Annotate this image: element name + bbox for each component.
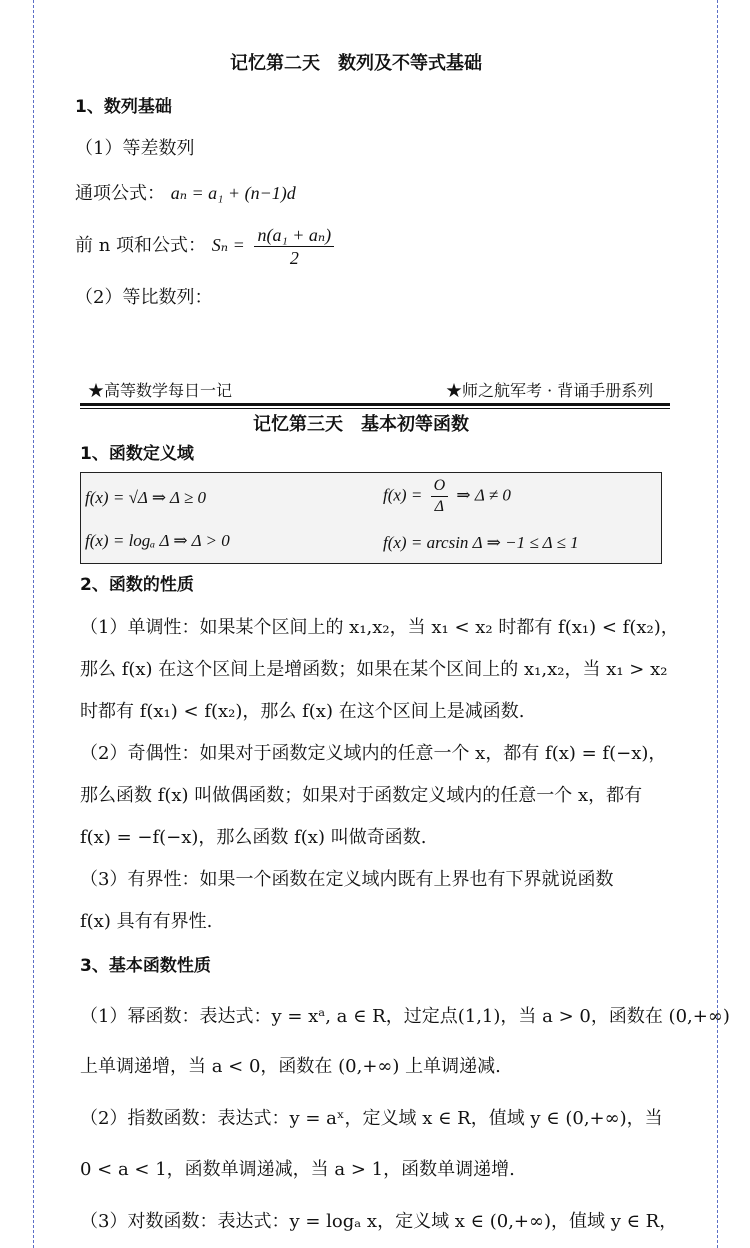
paragraph-monotonicity-line2: 那么 f(x) 在这个区间上是增函数；如果在某个区间上的 x₁,x₂，当 x₁ > x₂ <box>80 659 668 680</box>
sum-formula-denominator: 2 <box>289 247 299 268</box>
page-border-right <box>717 0 718 1248</box>
domain-fraction <box>431 476 449 517</box>
footer-left-text: ★高等数学每日一记 <box>88 381 233 400</box>
paragraph-boundedness-line1: （3）有界性：如果一个函数在定义域内既有上界也有下界就说函数 <box>80 869 614 890</box>
page-border-left <box>33 0 34 1248</box>
domain-formula-arcsin: f(x) = arcsin Δ ⇒ −1 ≤ Δ ≤ 1 <box>383 533 579 552</box>
section-heading-basic-function-properties: 3、基本函数性质 <box>80 956 211 976</box>
domain-fraction-denominator: Δ <box>434 498 445 515</box>
subheading-geometric-sequence: （2）等比数列： <box>75 287 213 308</box>
paragraph-parity-line1: （2）奇偶性：如果对于函数定义域内的任意一个 x，都有 f(x) = f(−x)， <box>80 743 667 764</box>
domain-formula-log: f(x) = logₐ Δ ⇒ Δ > 0 <box>85 531 230 550</box>
general-term-label: 通项公式： <box>75 183 165 204</box>
paragraph-power-function-line1: （1）幂函数：表达式：y = xᵃ, a ∈ R，过定点(1,1)，当 a > 0，函数在 (0,+∞) <box>80 1006 730 1027</box>
section-heading-sequence-basics: 1、数列基础 <box>75 97 172 117</box>
sum-formula <box>75 222 338 269</box>
domain-formula-fraction <box>383 476 511 517</box>
domain-formula-sqrt: f(x) = √Δ ⇒ Δ ≥ 0 <box>85 488 207 507</box>
paragraph-parity-line2: 那么函数 f(x) 叫做偶函数；如果对于函数定义域内的任意一个 x，都有 <box>80 785 643 806</box>
general-term-formula <box>75 181 296 206</box>
paragraph-parity-line3: f(x) = −f(−x)，那么函数 f(x) 叫做奇函数. <box>80 827 427 848</box>
footer-right-text: ★师之航军考 · 背诵手册系列 <box>446 381 654 400</box>
subheading-arithmetic-sequence: （1）等差数列 <box>75 138 195 159</box>
page-title-day3: 记忆第三天 基本初等函数 <box>253 414 469 435</box>
domain-fraction-numerator: O <box>431 476 449 497</box>
paragraph-exponential-function-line2: 0 < a < 1，函数单调递减，当 a > 1，函数单调递增. <box>80 1159 515 1180</box>
section-heading-function-properties: 2、函数的性质 <box>80 575 194 595</box>
sum-formula-label: 前 n 项和公式： <box>75 235 207 256</box>
domain-fraction-rhs: ⇒ Δ ≠ 0 <box>456 485 511 505</box>
paragraph-log-function-line1: （3）对数函数：表达式：y = logₐ x，定义域 x ∈ (0,+∞)，值域 y ∈ R， <box>80 1211 678 1232</box>
domain-formula-box <box>80 472 662 564</box>
paragraph-monotonicity-line3: 时都有 f(x₁) < f(x₂)，那么 f(x) 在这个区间上是减函数. <box>80 701 525 722</box>
paragraph-power-function-line2: 上单调递增，当 a < 0，函数在 (0,+∞) 上单调递减. <box>80 1056 501 1077</box>
sum-formula-numerator: n(a₁ + aₙ) <box>254 224 334 247</box>
footer-rule-thin <box>80 408 670 409</box>
domain-fraction-lhs: f(x) = <box>383 485 423 505</box>
sum-formula-lhs: Sₙ = <box>211 235 245 255</box>
section-heading-function-domain: 1、函数定义域 <box>80 444 194 464</box>
sum-formula-fraction <box>254 224 334 269</box>
paragraph-boundedness-line2: f(x) 具有有界性. <box>80 911 213 932</box>
general-term-expression: aₙ = a₁ + (n−1)d <box>170 183 296 203</box>
page-title-day2: 记忆第二天 数列及不等式基础 <box>230 53 482 74</box>
paragraph-exponential-function-line1: （2）指数函数：表达式：y = aˣ，定义域 x ∈ R，值域 y ∈ (0,+∞)，当 <box>80 1108 663 1129</box>
footer-rule-thick <box>80 403 670 406</box>
paragraph-monotonicity-line1: （1）单调性：如果某个区间上的 x₁,x₂，当 x₁ < x₂ 时都有 f(x₁) < f(x₂)， <box>80 617 679 638</box>
